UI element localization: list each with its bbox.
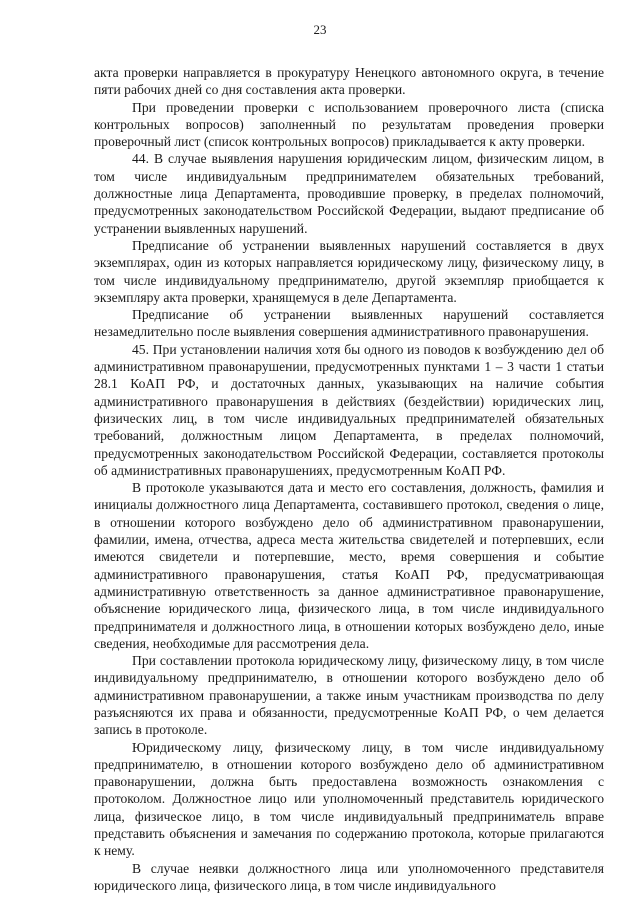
paragraph: При проведении проверки с использованием проверочного листа (списка контрольных вопросов) заполненный по результатам проведения проверки проверочный лист (список контрольных вопросов) прикладывается к акту проверки.: [94, 99, 604, 150]
paragraph: Юридическому лицу, физическому лицу, в том числе индивидуальному предпринимателю, в отношении которого возбуждено дело об административном правонарушении, должна быть предоставлена возможность ознакомления с протоколом. Должностное лицо или уполномоченный представитель юридического лица, физическое лицо, в том числе индивидуальный предприниматель вправе представить объяснения и замечания по содержанию протокола, которые прилагаются к нему.: [94, 739, 604, 859]
paragraph: Предписание об устранении выявленных нарушений составляется в двух экземплярах, один из которых направляется юридическому лицу, физическому лицу, в том числе индивидуальному предпринимателю, другой экземпляр приобщается к экземпляру акта проверки, хранящемуся в деле Департамента.: [94, 237, 604, 305]
paragraph: При составлении протокола юридическому лицу, физическому лицу, в том числе индивидуальному предпринимателю, в отношении которого возбуждено дело об административном правонарушении, а также иным участникам производства по делу разъясняются их права и обязанности, предусмотренные КоАП РФ, о чем делается запись в протоколе.: [94, 653, 604, 738]
paragraph-item-45: 45. При установлении наличия хотя бы одного из поводов к возбуждению дел об административном правонарушении, предусмотренных пунктами 1 – 3 части 1 статьи 28.1 КоАП РФ, и достаточных данных, указывающих на наличие события административного правонарушения в действиях (бездействии) юридических лиц, физических лиц, в том числе индивидуальных предпринимателей обязательных требований, должностным лицом Департамента, в пределах полномочий, предусмотренных законодательством Российской Федерации, составляется протоколы об административных правонарушениях, предусмотренным КоАП РФ.: [94, 341, 604, 478]
paragraph: Предписание об устранении выявленных нарушений составляется незамедлительно после выявления совершения административного правонарушения.: [94, 307, 604, 340]
document-body: [94, 64, 604, 894]
paragraph: акта проверки направляется в прокуратуру Ненецкого автономного округа, в течение пяти рабочих дней со дня составления акта проверки.: [94, 65, 604, 98]
paragraph-item-44: 44. В случае выявления нарушения юридическим лицом, физическим лицом, в том числе индивидуальным предпринимателем обязательных требований, должностные лица Департамента, проводившие проверку, в пределах полномочий, предусмотренных законодательством Российской Федерации, выдают предписание об устранении выявленных нарушений.: [94, 151, 604, 236]
paragraph: В случае неявки должностного лица или уполномоченного представителя юридического лица, физического лица, в том числе индивидуального: [94, 860, 604, 893]
page-number: 23: [313, 22, 327, 37]
paragraph: В протоколе указываются дата и место его составления, должность, фамилия и инициалы должностного лица Департамента, составившего протокол, сведения о лице, в отношении которого возбуждено дело об административном правонарушении, фамилии, имена, отчества, адреса места жительства свидетелей и потерпевших, если имеются свидетели и потерпевшие, место, время совершения и событие административного правонарушения, статья КоАП РФ, предусматривающая административную ответственность за данное административное правонарушение, объяснение юридического лица, физического лица, в том числе индивидуального предпринимателя и должностного лица, в отношении которых возбуждено дело, иные сведения, необходимые для рассмотрения дела.: [94, 480, 604, 651]
